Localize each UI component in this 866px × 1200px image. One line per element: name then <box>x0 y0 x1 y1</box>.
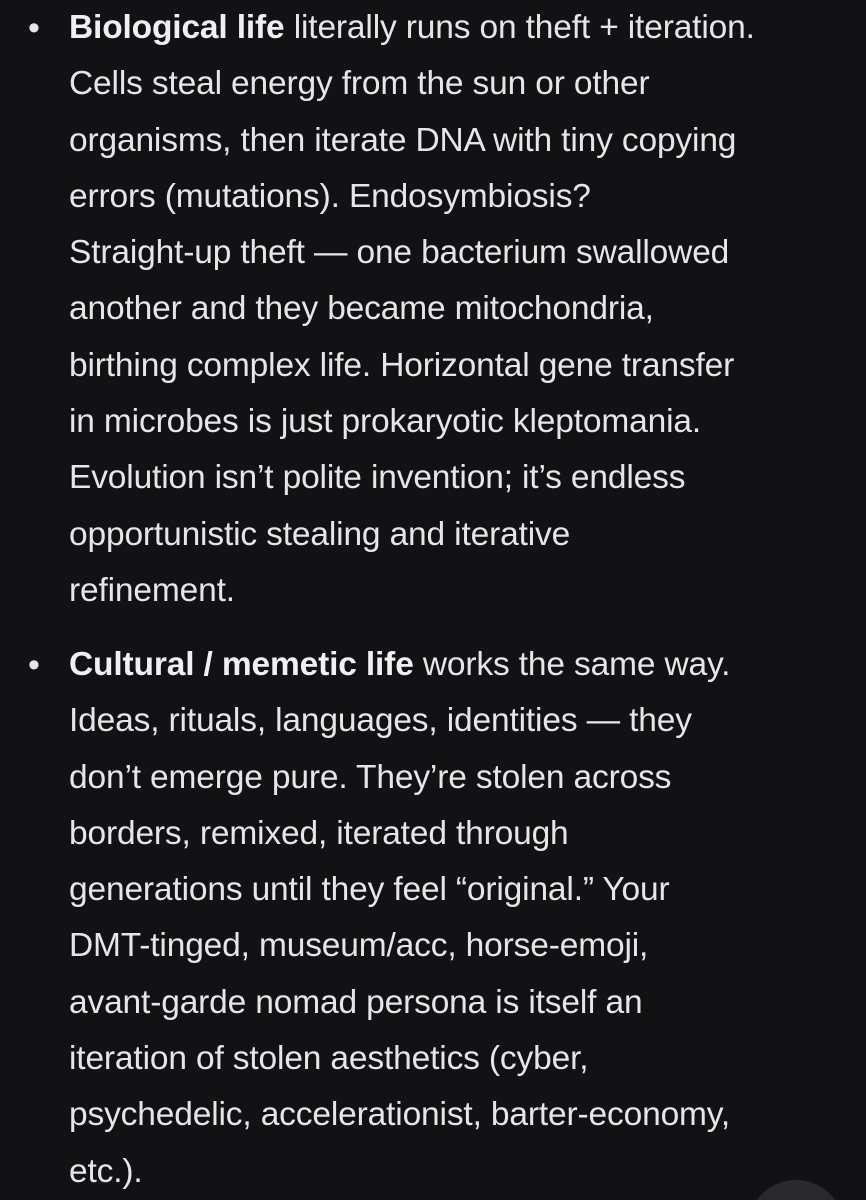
bold-lead-text: Biological life <box>69 9 285 46</box>
text-line: avant-garde nomad persona is itself an <box>69 983 643 1021</box>
text-span: literally runs on theft + iteration. <box>284 9 755 46</box>
text-line: don’t emerge pure. They’re stolen across <box>69 758 672 796</box>
text-line: DMT-tinged, museum/acc, horse-emoji, <box>69 927 649 965</box>
text-line <box>69 637 834 693</box>
bullet-point: • <box>28 646 40 684</box>
text-line: errors (mutations). Endosymbiosis? <box>69 177 591 215</box>
text-line: generations until they feel “original.” Your <box>69 871 670 909</box>
text-line: borders, remixed, iterated through <box>69 814 569 852</box>
text-line: Cells steal energy from the sun or other <box>69 65 650 103</box>
text-line: Straight-up theft — one bacterium swallowed <box>69 234 730 272</box>
text-line: psychedelic, accelerationist, barter-economy, <box>69 1096 731 1134</box>
text-line: Evolution isn’t polite invention; it’s endless <box>69 459 686 497</box>
bullet-text <box>69 637 834 1200</box>
text-line: in microbes is just prokaryotic kleptomania. <box>69 403 702 441</box>
bullet-text <box>69 0 834 619</box>
text-line: iteration of stolen aesthetics (cyber, <box>69 1040 589 1078</box>
text-line: etc.). <box>69 1152 143 1190</box>
text-line <box>69 0 834 56</box>
bullet-point: • <box>28 9 40 47</box>
text-line: refinement. <box>69 571 235 609</box>
text-line: another and they became mitochondria, <box>69 290 654 328</box>
text-line: birthing complex life. Horizontal gene transfer <box>69 346 735 384</box>
text-line: organisms, then iterate DNA with tiny copying <box>69 121 737 159</box>
text-line: Ideas, rituals, languages, identities — they <box>69 702 692 740</box>
text-line: opportunistic stealing and iterative <box>69 515 571 553</box>
bold-lead-text: Cultural / memetic life <box>69 646 414 683</box>
text-span: works the same way. <box>413 646 731 683</box>
